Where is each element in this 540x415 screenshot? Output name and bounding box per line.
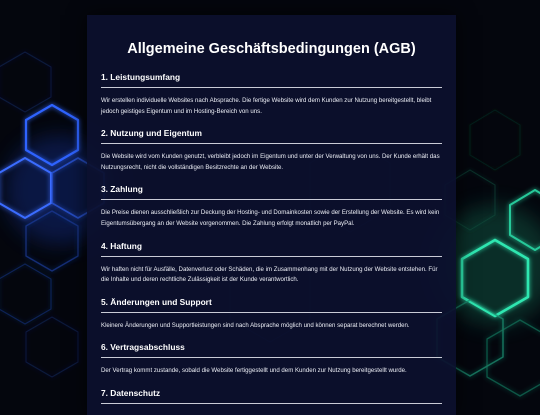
- section-datenschutz: [101, 388, 442, 404]
- section-nutzung-und-eigentum: [101, 128, 442, 173]
- section-heading: 4. Haftung: [101, 241, 442, 257]
- section-heading: 2. Nutzung und Eigentum: [101, 128, 442, 144]
- section-text: Der Vertrag kommt zustande, sobald die Website fertiggestellt und dem Kunden zur Nutzung bereitgestellt wurde.: [101, 367, 407, 375]
- section-heading: 1. Leistungsumfang: [101, 72, 442, 88]
- section-text: Kleinere Änderungen und Supportleistungen sind nach Absprache möglich und können separat berechnet werden.: [101, 321, 410, 329]
- section-leistungsumfang: [101, 72, 442, 117]
- section-text: Wir haften nicht für Ausfälle, Datenverlust oder Schäden, die im Zusammenhang mit der Nutzung der Website entstehen. Für die Inhalte und deren rechtliche Zulässigkeit ist der Kunde verantwortlich.: [101, 265, 438, 284]
- section-heading: 6. Vertragsabschluss: [101, 342, 442, 358]
- section-aenderungen-und-support: [101, 297, 442, 332]
- section-haftung: [101, 241, 442, 286]
- section-heading: 3. Zahlung: [101, 184, 442, 200]
- section-zahlung: [101, 184, 442, 229]
- page-title: Allgemeine Geschäftsbedingungen (AGB): [127, 41, 416, 57]
- agb-panel: [87, 15, 456, 415]
- section-heading: 7. Datenschutz: [101, 388, 442, 404]
- section-text: Die Website wird vom Kunden genutzt, verbleibt jedoch im Eigentum und unter der Verwaltung von uns. Der Kunde erhält das Nutzungsrecht, nicht die vollständigen Besitzrechte an der Website.: [101, 153, 440, 171]
- section-vertragsabschluss: [101, 342, 442, 377]
- section-text: Die Preise dienen ausschließlich zur Deckung der Hosting- und Domainkosten sowie der Erstellung der Website. Es wird kein Eigentumsübergang an der Website vorgenommen. Die Zahlung erfolgt monatlich per PayPal.: [101, 209, 440, 227]
- section-text: Wir erstellen individuelle Websites nach Absprache. Die fertige Website wird dem Kunden zur Nutzung bereitgestellt, bleibt jedoch geistiges Eigentum und im Hosting-Bereich von uns.: [101, 97, 432, 115]
- section-heading: 5. Änderungen und Support: [101, 297, 442, 313]
